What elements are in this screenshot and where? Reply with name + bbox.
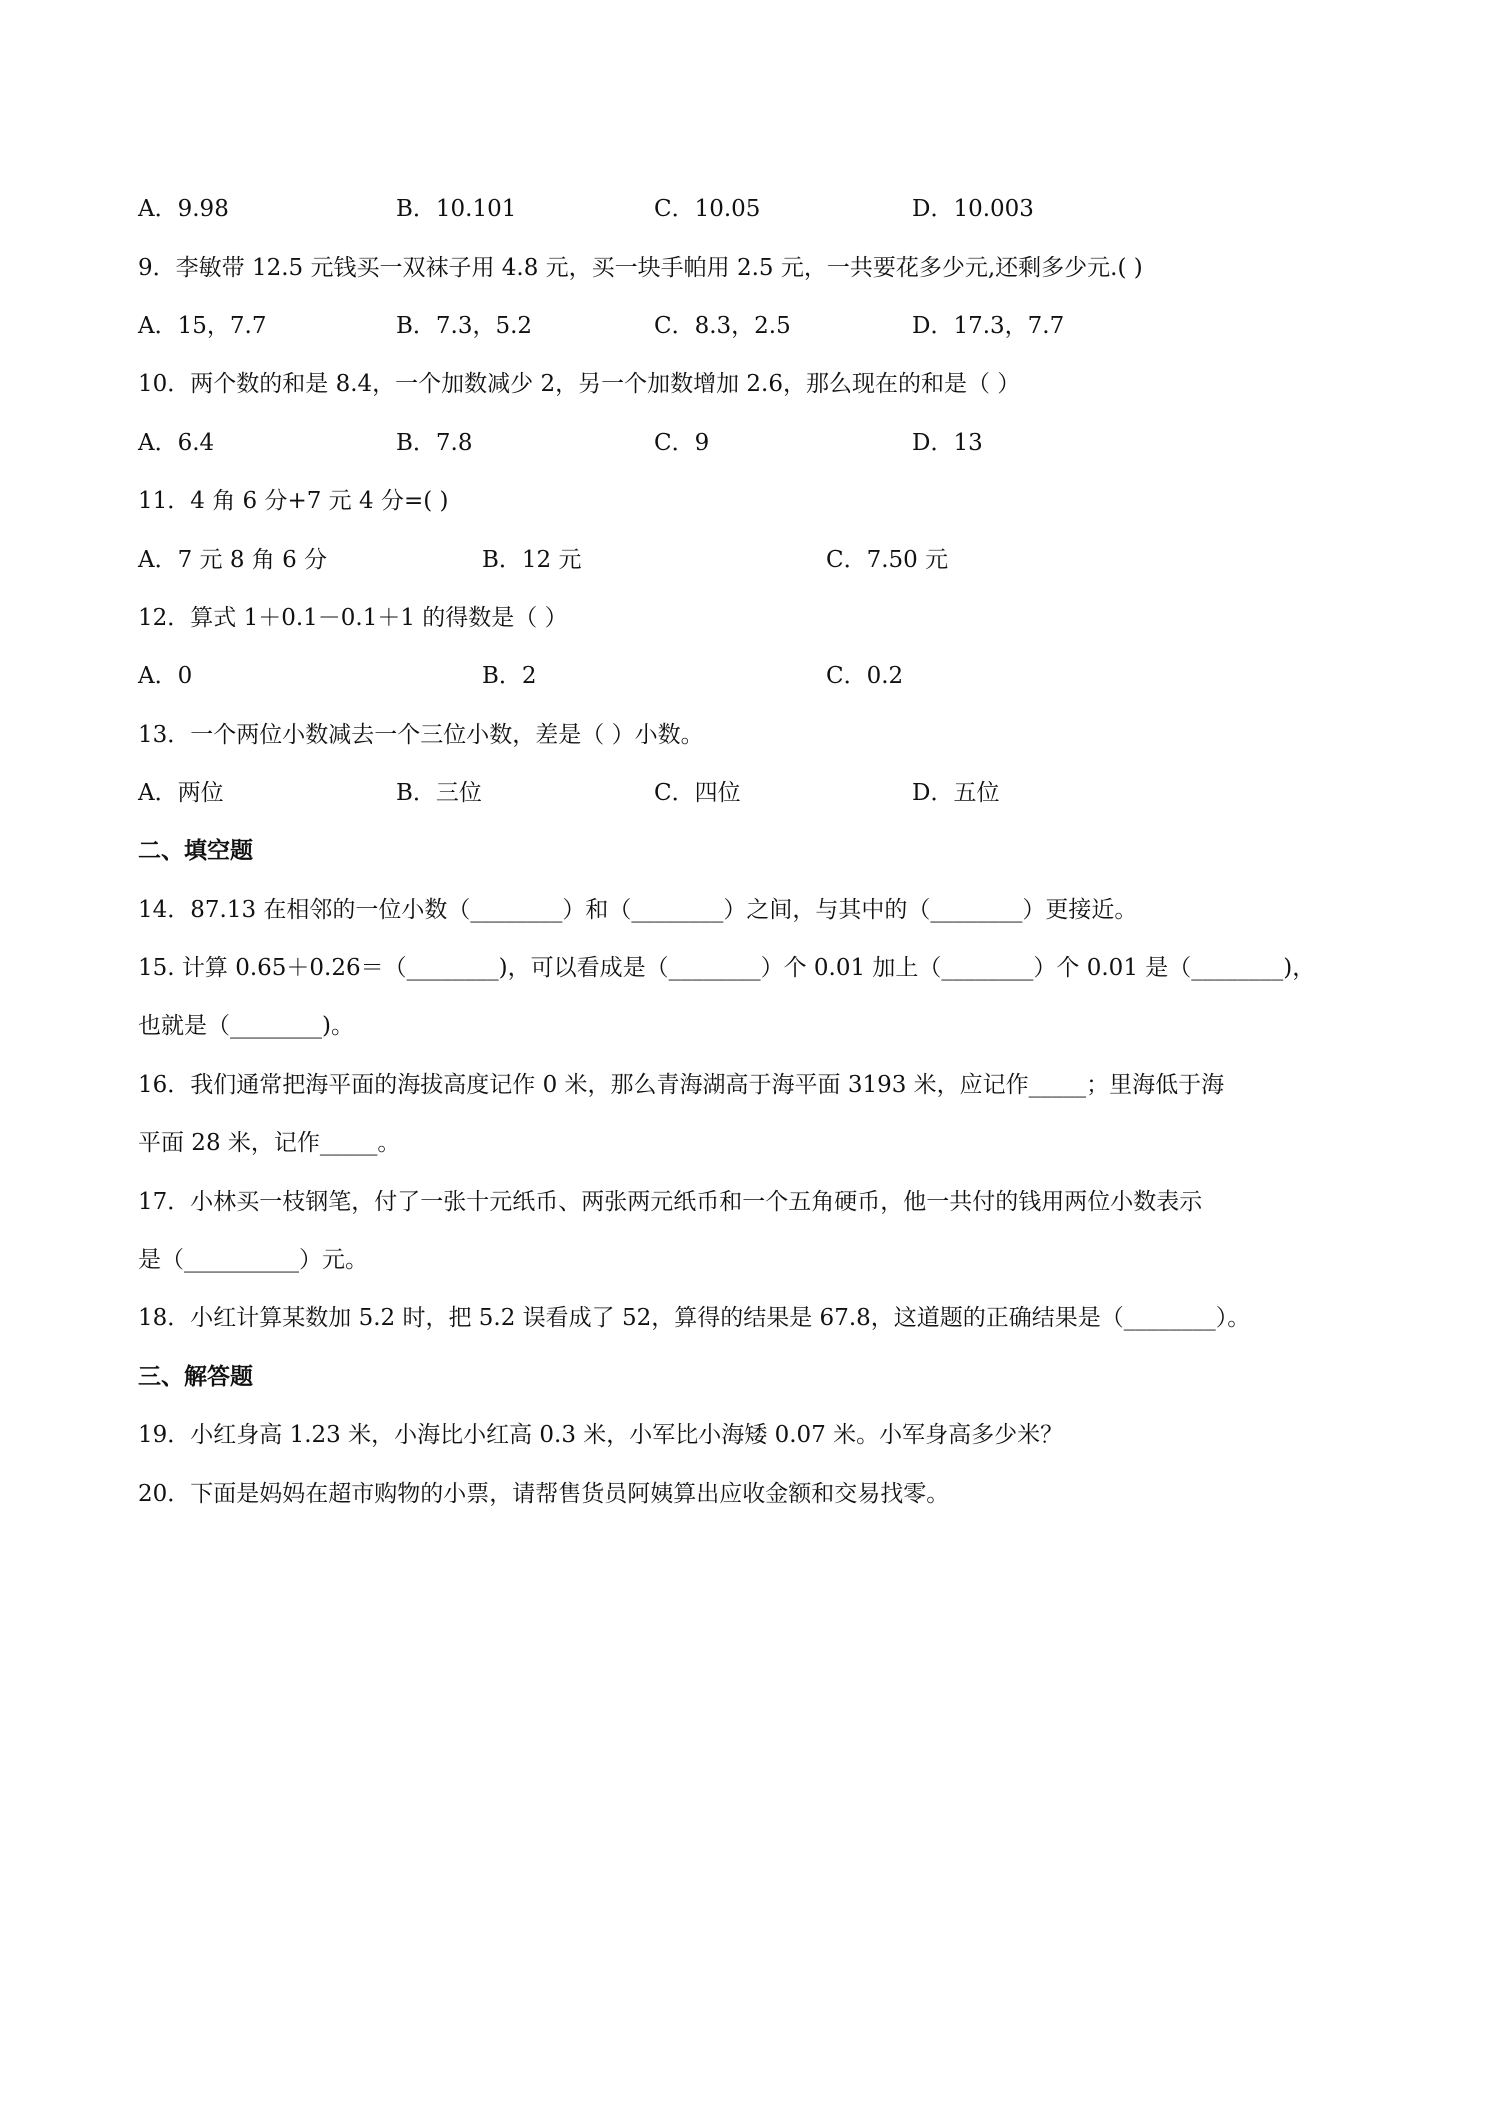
q12-stem: 12．算式 1＋0.1－0.1＋1 的得数是（ ） <box>138 605 568 631</box>
q17-line2: 是（__________）元。 <box>138 1247 368 1273</box>
q15-line2: 也就是（________)。 <box>138 1013 354 1039</box>
q16-line1: 16．我们通常把海平面的海拔高度记作 0 米，那么青海湖高于海平面 3193 米，应记作_____；里海低于海 <box>138 1072 1225 1098</box>
q16-line2: 平面 28 米，记作_____。 <box>138 1130 401 1156</box>
q11-option-a: A．7 元 8 角 6 分 <box>138 547 328 573</box>
q8-option-d: D．10.003 <box>912 196 1034 222</box>
q9-option-d: D．17.3，7.7 <box>912 313 1065 339</box>
q12-option-c: C．0.2 <box>826 663 904 689</box>
q13-option-c: C．四位 <box>654 780 741 806</box>
q13-option-b: B．三位 <box>396 780 482 806</box>
q11-stem: 11．4 角 6 分+7 元 4 分=( ) <box>138 488 449 514</box>
q19-stem: 19．小红身高 1.23 米，小海比小红高 0.3 米，小军比小海矮 0.07 米。小军身高多少米？ <box>138 1422 1064 1448</box>
q11-option-b: B．12 元 <box>482 547 582 573</box>
q9-option-a: A．15，7.7 <box>138 313 267 339</box>
q10-option-c: C．9 <box>654 430 710 456</box>
q9-option-c: C．8.3，2.5 <box>654 313 791 339</box>
q13-option-d: D．五位 <box>912 780 1000 806</box>
q9-option-b: B．7.3，5.2 <box>396 313 533 339</box>
q12-option-b: B．2 <box>482 663 537 689</box>
q10-stem: 10．两个数的和是 8.4，一个加数减少 2，另一个加数增加 2.6，那么现在的和是（ ） <box>138 371 1021 397</box>
q12-option-a: A．0 <box>138 663 193 689</box>
q17-line1: 17．小林买一枝钢笔，付了一张十元纸币、两张两元纸币和一个五角硬币，他一共付的钱用两位小数表示 <box>138 1189 1203 1215</box>
q18-stem: 18．小红计算某数加 5.2 时，把 5.2 误看成了 52，算得的结果是 67.8，这道题的正确结果是（________）。 <box>138 1305 1251 1331</box>
q10-option-d: D．13 <box>912 430 983 456</box>
q13-option-a: A．两位 <box>138 780 224 806</box>
q9-stem: 9．李敏带 12.5 元钱买一双袜子用 4.8 元，买一块手帕用 2.5 元，一共要花多少元,还剩多少元.( ) <box>138 255 1143 281</box>
q8-option-a: A．9.98 <box>138 196 229 222</box>
q20-stem: 20．下面是妈妈在超市购物的小票，请帮售货员阿姨算出应收金额和交易找零。 <box>138 1481 950 1507</box>
section-fill-in-title: 二、填空题 <box>138 838 253 864</box>
q8-option-c: C．10.05 <box>654 196 761 222</box>
section-answer-title: 三、解答题 <box>138 1364 253 1390</box>
q13-stem: 13．一个两位小数减去一个三位小数，差是（ ）小数。 <box>138 722 704 748</box>
q10-option-b: B．7.8 <box>396 430 473 456</box>
q8-option-b: B．10.101 <box>396 196 517 222</box>
q11-option-c: C．7.50 元 <box>826 547 949 573</box>
q10-option-a: A．6.4 <box>138 430 215 456</box>
q15-line1: 15. 计算 0.65＋0.26＝（________)，可以看成是（________）个 0.01 加上（________）个 0.01 是（________)， <box>138 955 1316 981</box>
q14-stem: 14．87.13 在相邻的一位小数（________）和（________）之间，与其中的（________）更接近。 <box>138 897 1138 923</box>
